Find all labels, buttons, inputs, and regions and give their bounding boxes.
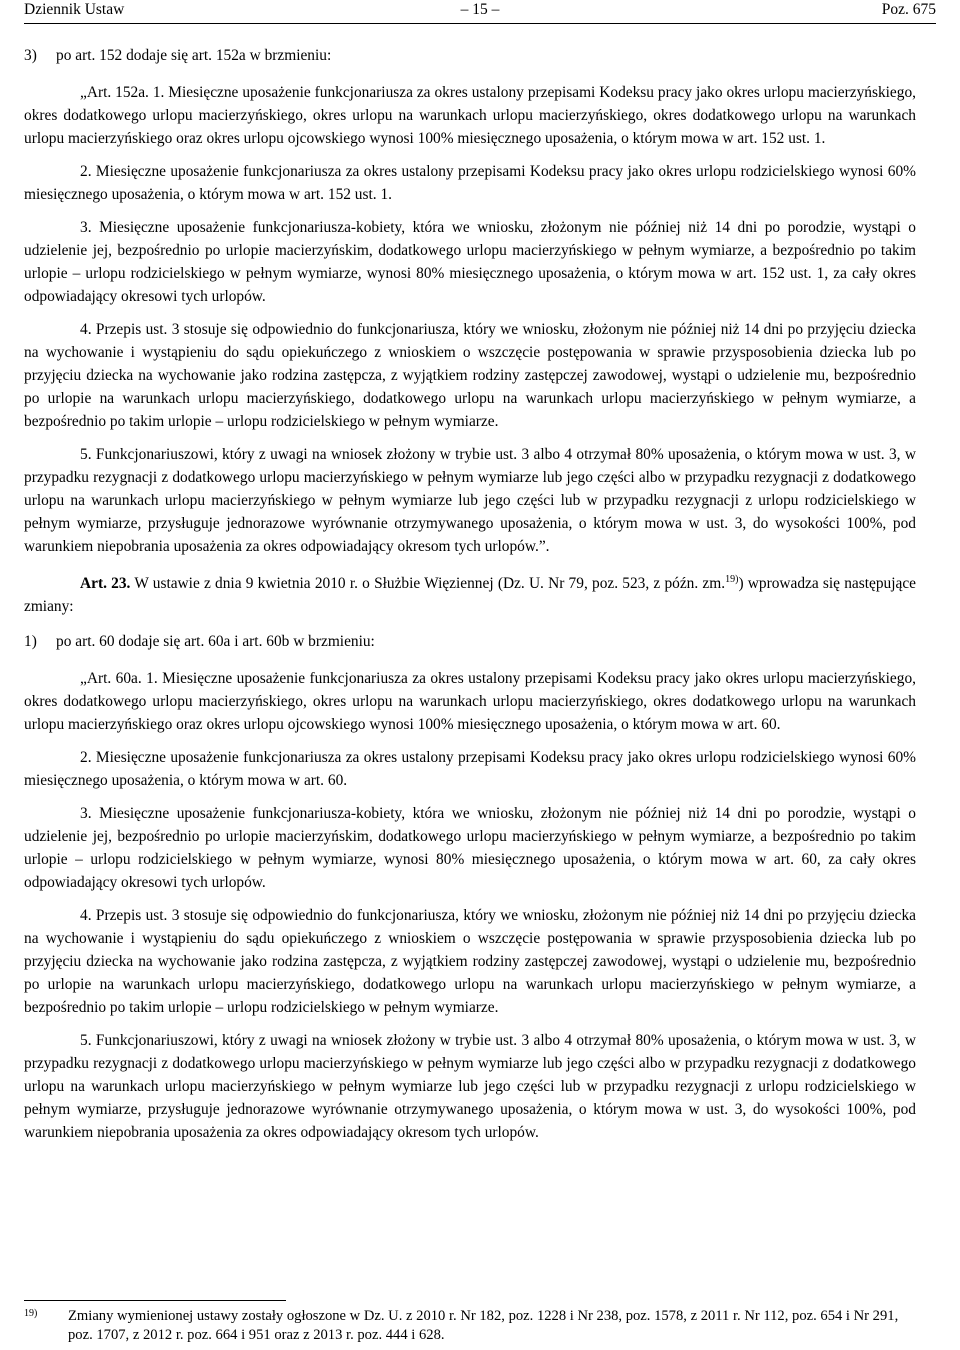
article-23-text: W ustawie z dnia 9 kwietnia 2010 r. o Służbie Więziennej (Dz. U. Nr 79, poz. 523, z późn. zm. (134, 575, 726, 592)
art-60a-para-5: 5. Funkcjonariuszowi, który z uwagi na wniosek złożony w trybie ust. 3 albo 4 otrzymał 80% uposażenia, o którym mowa w ust. 3, w przypadku rezygnacji z dodatkowego urlopu macierzyńskiego w pełnym wymiarze lub jego części albo w przypadku rezygnacji z dodatkowego urlopu na warunkach urlopu macierzyńskiego w pełnym wymiarze lub jego części lub w przypadku rezygnacji z urlopu rodzicielskiego w pełnym wymiarze, przysługuje jednorazowe wyrównanie otrzymywanego uposażenia, o którym mowa w ust. 3, do wysokości 100%, pod warunkiem niepobrania uposażenia za okres odpowiadający okresom tych urlopów. (24, 1032, 916, 1141)
amendment-item-3 (24, 44, 916, 67)
footnote-reference[interactable]: 19) (725, 573, 739, 585)
amendment-item-1 (24, 630, 916, 653)
article-23 (24, 572, 916, 618)
art-60a-para-2: 2. Miesięczne uposażenie funkcjonariusza za okres ustalony przepisami Kodeksu pracy jako okres urlopu rodzicielskiego wynosi 60% miesięcznego uposażenia, o którym mowa w art. 60. (24, 749, 916, 789)
art-152a-para-3: 3. Miesięczne uposażenie funkcjonariusza-kobiety, która we wniosku, złożonym nie później niż 14 dni po porodzie, wystąpi o udzielenie jej, bezpośrednio po urlopie macierzyńskim, dodatkowego urlopu macierzyńskiego w pełnym wymiarze, a bezpośrednio po takim urlopie – urlopu rodzicielskiego w pełnym wymiarze, wynosi 80% miesięcznego uposażenia, o którym mowa w art. 152 ust. 1, za cały okres odpowiadający okresowi tych urlopów. (24, 219, 916, 305)
item-number: 1) (24, 633, 37, 650)
art-60a-para-3: 3. Miesięczne uposażenie funkcjonariusza-kobiety, która we wniosku, złożonym nie później niż 14 dni po porodzie, wystąpi o udzielenie jej, bezpośrednio po urlopie macierzyńskim, dodatkowego urlopu macierzyńskiego w pełnym wymiarze, a bezpośrednio po takim urlopie – urlopu rodzicielskiego w pełnym wymiarze, wynosi 80% miesięcznego uposażenia, o którym mowa w art. 60, za cały okres odpowiadający okresowi tych urlopów. (24, 805, 916, 891)
page-header (24, 1, 936, 25)
position-number: Poz. 675 (881, 1, 936, 18)
art-152a-para-2: 2. Miesięczne uposażenie funkcjonariusza za okres ustalony przepisami Kodeksu pracy jako okres urlopu rodzicielskiego wynosi 60% miesięcznego uposażenia, o którym mowa w art. 152 ust. 1. (24, 163, 916, 203)
footnote-mark: 19) (24, 1308, 38, 1319)
page-number: – 15 – (460, 1, 500, 18)
footnote-text: Zmiany wymienionej ustawy zostały ogłoszone w Dz. U. z 2010 r. Nr 182, poz. 1228 i Nr 238, poz. 1578, z 2011 r. Nr 112, poz. 654 i Nr 291, poz. 1707, z 2012 r. poz. 664 i 951 oraz z 2013 r. poz. 444 i 628. (68, 1308, 899, 1343)
item-number: 3) (24, 47, 37, 64)
item-text: po art. 152 dodaje się art. 152a w brzmieniu: (56, 47, 332, 64)
art-152a-para-4: 4. Przepis ust. 3 stosuje się odpowiednio do funkcjonariusza, który we wniosku, złożonym nie później niż 14 dni po przyjęciu dziecka na wychowanie i wystąpieniu do sądu opiekuńczego z wnioskiem o wszczęcie postępowania w sprawie przysposobienia dziecka lub po przyjęciu dziecka na wychowanie jako rodzina zastępcza, z wyjątkiem rodziny zastępczej zawodowej, wystąpi o udzielenie mu, bezpośrednio po urlopie na warunkach urlopu macierzyńskiego, dodatkowego urlopu na warunkach urlopu macierzyńskiego w pełnym wymiarze, a bezpośrednio po takim urlopie – urlopu rodzicielskiego w pełnym wymiarze. (24, 321, 916, 430)
art-60a-para-1: „Art. 60a. 1. Miesięczne uposażenie funkcjonariusza za okres ustalony przepisami Kodeksu pracy jako okres urlopu macierzyńskiego, okres dodatkowego urlopu macierzyńskiego, okres urlopu na warunkach urlopu macierzyńskiego, okres dodatkowego urlopu na warunkach urlopu macierzyńskiego oraz okres urlopu ojcowskiego wynosi 100% miesięcznego uposażenia, o którym mowa w art. 60. (24, 670, 916, 733)
art-152a-para-1: „Art. 152a. 1. Miesięczne uposażenie funkcjonariusza za okres ustalony przepisami Kodeksu pracy jako okres urlopu macierzyńskiego, okres dodatkowego urlopu macierzyńskiego, okres urlopu na warunkach urlopu macierzyńskiego, okres dodatkowego urlopu na warunkach urlopu macierzyńskiego oraz okres urlopu ojcowskiego wynosi 100% miesięcznego uposażenia, o którym mowa w art. 152 ust. 1. (24, 84, 916, 147)
document-body (24, 44, 916, 1144)
footnotes (24, 1300, 916, 1345)
article-23-label: Art. 23. (80, 575, 131, 592)
art-152a-para-5: 5. Funkcjonariuszowi, który z uwagi na wniosek złożony w trybie ust. 3 albo 4 otrzymał 80% uposażenia, o którym mowa w ust. 3, w przypadku rezygnacji z dodatkowego urlopu macierzyńskiego w pełnym wymiarze lub jego części albo w przypadku rezygnacji z dodatkowego urlopu na warunkach urlopu macierzyńskiego w pełnym wymiarze lub jego części lub w przypadku rezygnacji z urlopu rodzicielskiego w pełnym wymiarze, przysługuje jednorazowe wyrównanie otrzymywanego uposażenia, o którym mowa w ust. 3, do wysokości 100%, pod warunkiem niepobrania uposażenia za okres odpowiadający okresom tych urlopów.”. (24, 446, 916, 555)
header-divider (24, 23, 936, 24)
art-60a-para-4: 4. Przepis ust. 3 stosuje się odpowiednio do funkcjonariusza, który we wniosku, złożonym nie później niż 14 dni po przyjęciu dziecka na wychowanie i wystąpieniu do sądu opiekuńczego z wnioskiem o wszczęcie postępowania w sprawie przysposobienia dziecka lub po przyjęciu dziecka na wychowanie jako rodzina zastępcza, z wyjątkiem rodziny zastępczej zawodowej, wystąpi o udzielenie mu, bezpośrednio po urlopie na warunkach urlopu macierzyńskiego, dodatkowego urlopu na warunkach urlopu macierzyńskiego w pełnym wymiarze, a bezpośrednio po takim urlopie – urlopu rodzicielskiego w pełnym wymiarze. (24, 907, 916, 1016)
journal-title: Dziennik Ustaw (24, 1, 125, 18)
footnote-divider (24, 1300, 286, 1301)
item-text: po art. 60 dodaje się art. 60a i art. 60b w brzmieniu: (56, 633, 375, 650)
article-23-text-end: ) wprowadza się następujące zmiany: (24, 575, 916, 615)
footnote-19 (24, 1307, 916, 1345)
